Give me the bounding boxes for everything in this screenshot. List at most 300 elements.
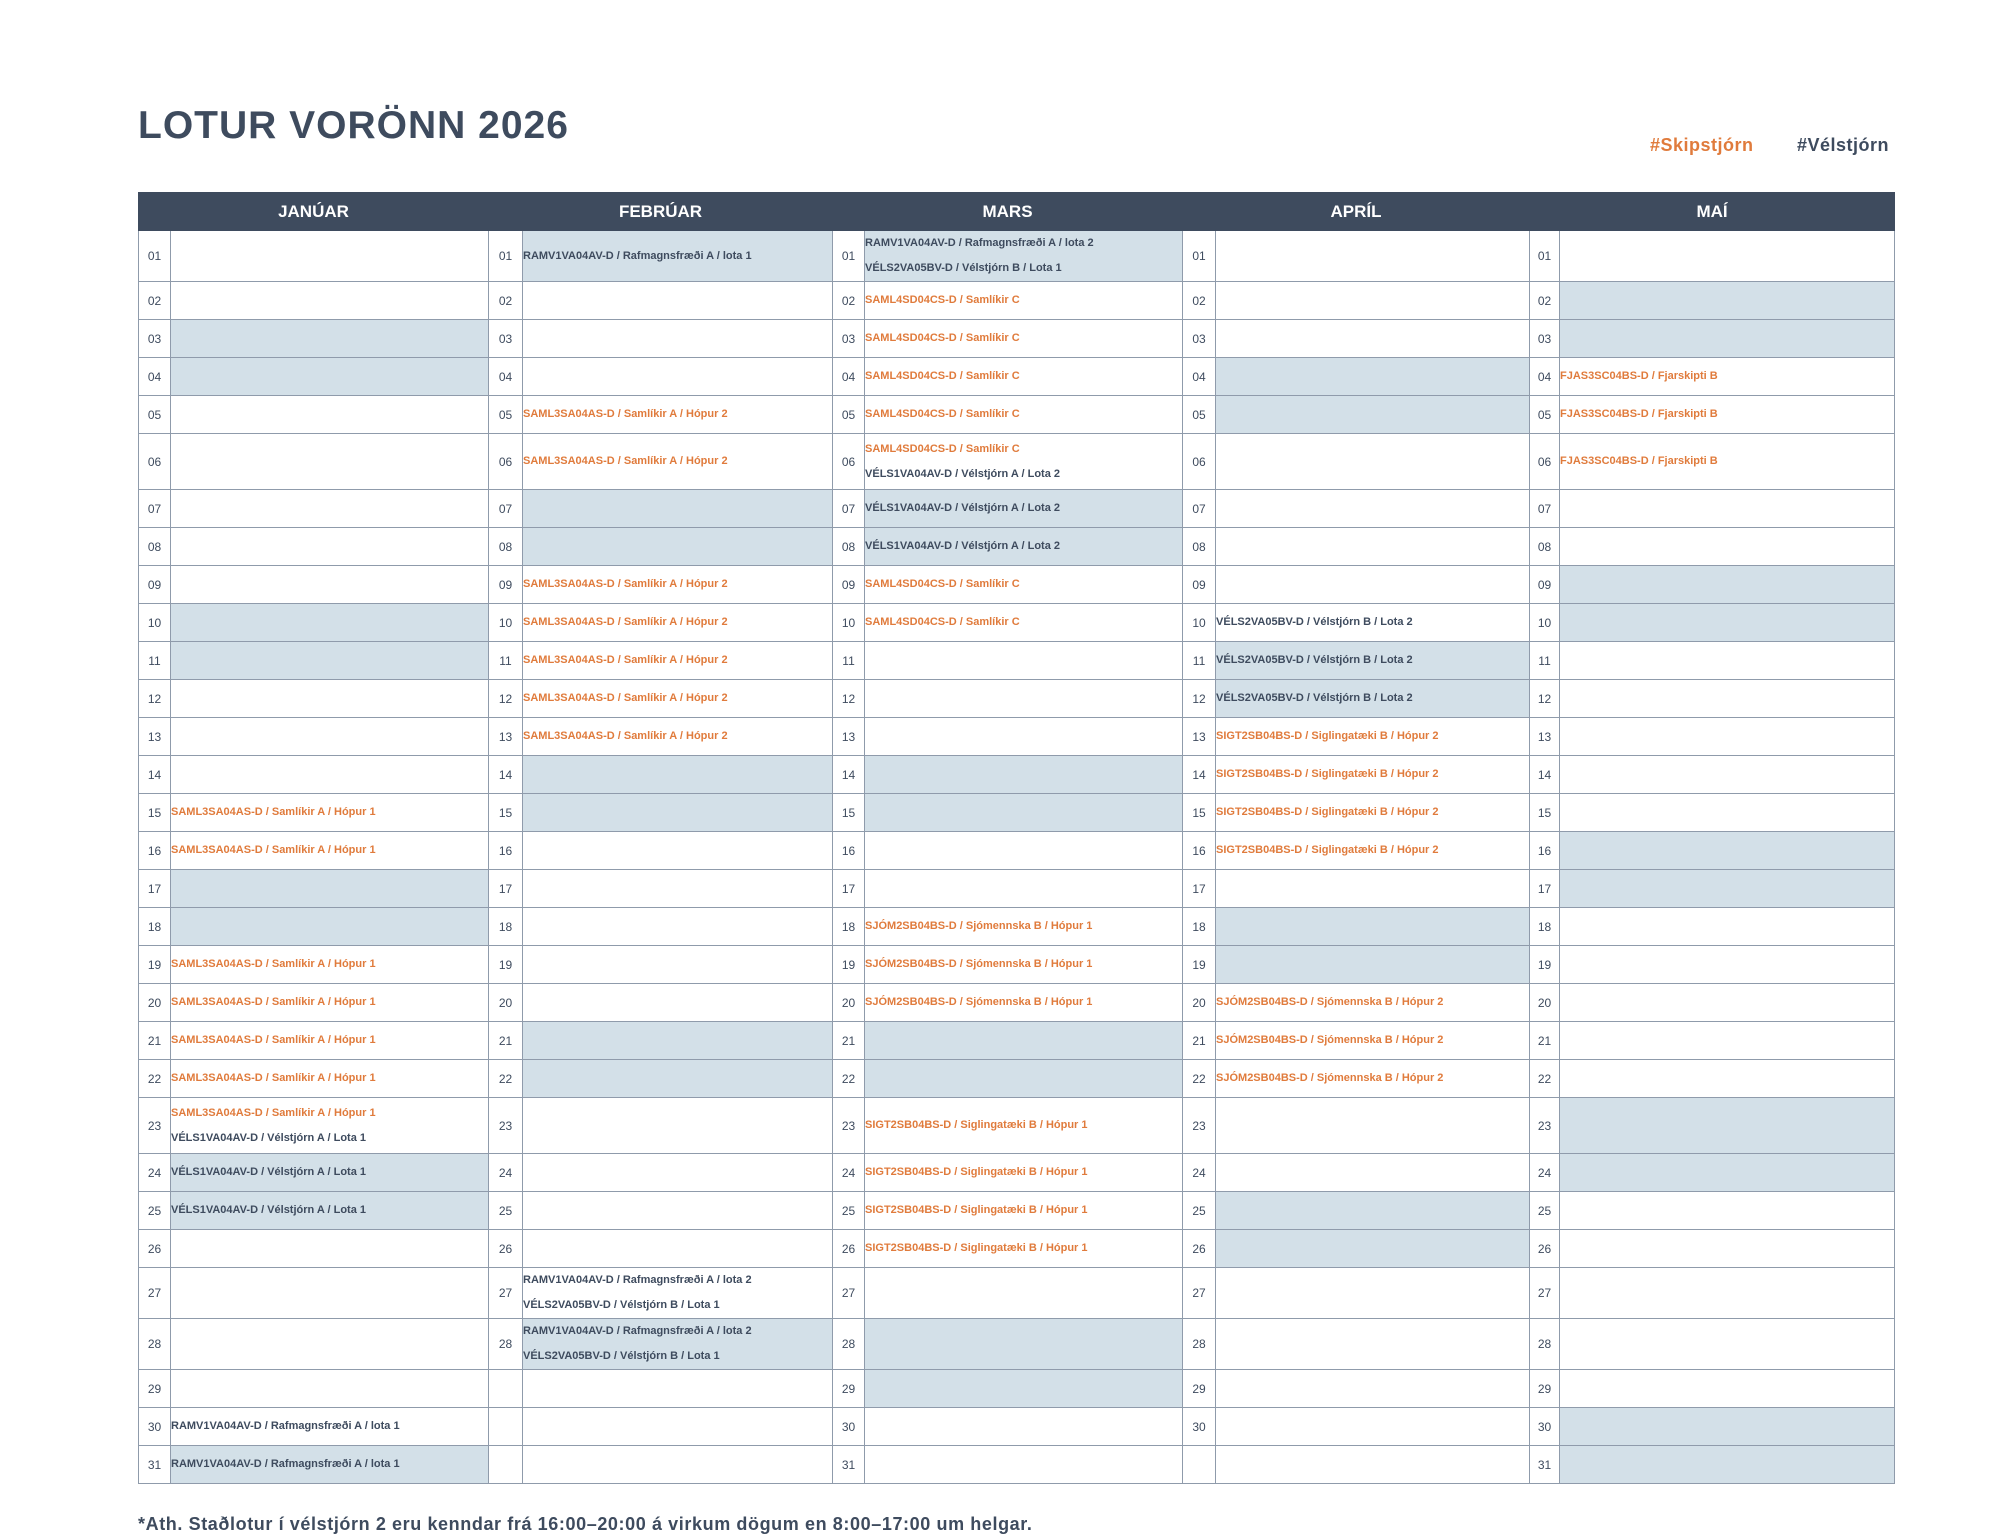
day-number: 28 <box>489 1319 523 1370</box>
day-number: 30 <box>139 1408 171 1446</box>
event-cell <box>523 528 833 566</box>
day-number: 21 <box>139 1022 171 1060</box>
day-number: 01 <box>1183 231 1216 282</box>
event-cell <box>1216 870 1530 908</box>
day-row <box>139 1154 1895 1192</box>
skipstjorn-session: SAML4SD04CS-D / Samlíkir C <box>865 442 1020 455</box>
day-number: 13 <box>489 718 523 756</box>
day-number: 27 <box>489 1268 523 1319</box>
velstjorn-session: VÉLS1VA04AV-D / Vélstjórn A / Lota 1 <box>171 1204 366 1216</box>
skipstjorn-session: SAML4SD04CS-D / Samlíkir C <box>865 578 1020 590</box>
day-row <box>139 832 1895 870</box>
event-cell <box>523 1370 833 1408</box>
event-cell <box>865 832 1183 870</box>
day-row <box>139 908 1895 946</box>
event-cell <box>1560 1060 1895 1098</box>
day-number: 30 <box>833 1408 865 1446</box>
day-row <box>139 1268 1895 1319</box>
day-number: 18 <box>833 908 865 946</box>
event-cell <box>171 1319 489 1370</box>
legend-velstjorn: #Vélstjórn <box>1797 135 1890 155</box>
day-number: 04 <box>1183 358 1216 396</box>
skipstjorn-session: SIGT2SB04BS-D / Siglingatæki B / Hópur 1 <box>865 1166 1088 1178</box>
skipstjorn-session: SAML4SD04CS-D / Samlíkir C <box>865 370 1020 382</box>
event-cell <box>523 984 833 1022</box>
day-number: 24 <box>833 1154 865 1192</box>
velstjorn-session: RAMV1VA04AV-D / Rafmagnsfræði A / lota 1 <box>171 1458 400 1470</box>
day-number: 17 <box>1183 870 1216 908</box>
event-cell <box>523 718 833 756</box>
event-cell <box>1216 908 1530 946</box>
event-cell <box>1560 870 1895 908</box>
day-number: 02 <box>1530 282 1560 320</box>
day-number <box>1183 1446 1216 1484</box>
event-cell <box>523 320 833 358</box>
event-cell <box>523 1230 833 1268</box>
event-cell <box>171 870 489 908</box>
event-cell <box>523 1408 833 1446</box>
day-number: 18 <box>489 908 523 946</box>
velstjorn-session: RAMV1VA04AV-D / Rafmagnsfræði A / lota 1 <box>171 1420 400 1432</box>
event-cell <box>1560 756 1895 794</box>
day-number: 26 <box>1530 1230 1560 1268</box>
event-cell <box>865 231 1183 282</box>
day-number: 06 <box>489 434 523 490</box>
day-number: 08 <box>489 528 523 566</box>
velstjorn-session: VÉLS2VA05BV-D / Vélstjórn B / Lota 2 <box>1216 654 1413 666</box>
event-cell <box>1216 946 1530 984</box>
event-cell <box>1216 794 1530 832</box>
day-number: 10 <box>139 604 171 642</box>
day-number: 16 <box>489 832 523 870</box>
day-number: 09 <box>1530 566 1560 604</box>
day-row <box>139 490 1895 528</box>
day-number: 25 <box>489 1192 523 1230</box>
event-cell <box>1216 358 1530 396</box>
day-number: 29 <box>1183 1370 1216 1408</box>
day-number: 07 <box>139 490 171 528</box>
day-number: 20 <box>139 984 171 1022</box>
event-cell <box>1216 1408 1530 1446</box>
day-number: 19 <box>139 946 171 984</box>
event-cell <box>523 756 833 794</box>
event-cell <box>171 396 489 434</box>
day-number: 25 <box>1183 1192 1216 1230</box>
velstjorn-session: VÉLS2VA05BV-D / Vélstjórn B / Lota 2 <box>1216 692 1413 704</box>
day-number: 26 <box>489 1230 523 1268</box>
day-number: 23 <box>1183 1098 1216 1154</box>
day-number <box>489 1408 523 1446</box>
day-number: 10 <box>489 604 523 642</box>
event-cell <box>1216 1446 1530 1484</box>
event-cell <box>523 1098 833 1154</box>
day-number: 26 <box>139 1230 171 1268</box>
event-cell <box>1560 946 1895 984</box>
day-number: 18 <box>1530 908 1560 946</box>
skipstjorn-session: SAML4SD04CS-D / Samlíkir C <box>865 294 1020 306</box>
day-number: 14 <box>139 756 171 794</box>
day-number: 21 <box>1530 1022 1560 1060</box>
day-number: 05 <box>1530 396 1560 434</box>
event-cell <box>865 282 1183 320</box>
day-row <box>139 1098 1895 1154</box>
day-number: 16 <box>833 832 865 870</box>
month-header-mars: MARS <box>833 193 1183 231</box>
event-cell <box>865 680 1183 718</box>
day-number: 08 <box>1530 528 1560 566</box>
day-number: 03 <box>1183 320 1216 358</box>
day-number: 03 <box>139 320 171 358</box>
day-row <box>139 870 1895 908</box>
event-cell <box>1560 794 1895 832</box>
event-cell <box>171 1446 489 1484</box>
velstjorn-session: VÉLS1VA04AV-D / Vélstjórn A / Lota 1 <box>171 1166 366 1178</box>
event-cell <box>171 282 489 320</box>
day-row <box>139 718 1895 756</box>
event-cell <box>523 1446 833 1484</box>
day-number: 22 <box>489 1060 523 1098</box>
event-cell <box>523 1319 833 1370</box>
event-cell <box>1560 434 1895 490</box>
event-cell <box>171 1192 489 1230</box>
day-row <box>139 231 1895 282</box>
event-cell <box>523 1154 833 1192</box>
velstjorn-session: RAMV1VA04AV-D / Rafmagnsfræði A / lota 2 <box>523 1325 752 1337</box>
event-cell <box>1560 1446 1895 1484</box>
event-cell <box>1216 604 1530 642</box>
event-cell <box>865 756 1183 794</box>
event-cell <box>171 984 489 1022</box>
day-number: 19 <box>1530 946 1560 984</box>
event-cell <box>1560 680 1895 718</box>
skipstjorn-session: SAML3SA04AS-D / Samlíkir A / Hópur 1 <box>171 958 376 970</box>
event-cell <box>523 566 833 604</box>
day-row <box>139 794 1895 832</box>
event-cell <box>865 984 1183 1022</box>
event-cell <box>523 604 833 642</box>
event-cell <box>171 358 489 396</box>
event-cell <box>523 358 833 396</box>
day-number: 04 <box>833 358 865 396</box>
day-row <box>139 1319 1895 1370</box>
skipstjorn-session: SIGT2SB04BS-D / Siglingatæki B / Hópur 2 <box>1216 844 1439 856</box>
event-cell <box>523 396 833 434</box>
event-cell <box>171 604 489 642</box>
skipstjorn-session: SAML3SA04AS-D / Samlíkir A / Hópur 2 <box>523 730 728 742</box>
event-cell <box>1560 1319 1895 1370</box>
skipstjorn-session: SJÓM2SB04BS-D / Sjómennska B / Hópur 1 <box>865 996 1093 1008</box>
event-cell <box>865 794 1183 832</box>
month-header-row <box>139 193 1895 231</box>
event-cell <box>865 490 1183 528</box>
day-number: 19 <box>1183 946 1216 984</box>
event-cell <box>171 231 489 282</box>
event-cell <box>523 434 833 490</box>
day-number: 17 <box>489 870 523 908</box>
day-number: 11 <box>1183 642 1216 680</box>
day-number: 28 <box>1183 1319 1216 1370</box>
day-number: 01 <box>489 231 523 282</box>
skipstjorn-session: FJAS3SC04BS-D / Fjarskipti B <box>1560 455 1718 467</box>
event-cell <box>865 1408 1183 1446</box>
day-number: 23 <box>489 1098 523 1154</box>
event-cell <box>171 832 489 870</box>
event-cell <box>1216 231 1530 282</box>
event-cell <box>1216 1370 1530 1408</box>
event-cell <box>865 1230 1183 1268</box>
day-number: 09 <box>489 566 523 604</box>
event-cell <box>171 490 489 528</box>
event-cell <box>171 1060 489 1098</box>
skipstjorn-session: SAML3SA04AS-D / Samlíkir A / Hópur 1 <box>171 806 376 818</box>
month-header-februar: FEBRÚAR <box>489 193 833 231</box>
event-cell <box>1560 1154 1895 1192</box>
skipstjorn-session: SAML3SA04AS-D / Samlíkir A / Hópur 2 <box>523 578 728 590</box>
skipstjorn-session: SIGT2SB04BS-D / Siglingatæki B / Hópur 1 <box>865 1204 1088 1216</box>
month-header-april: APRÍL <box>1183 193 1530 231</box>
event-cell <box>1560 984 1895 1022</box>
day-number: 20 <box>489 984 523 1022</box>
day-number: 13 <box>1183 718 1216 756</box>
event-cell <box>171 718 489 756</box>
event-cell <box>1560 1268 1895 1319</box>
day-number: 24 <box>139 1154 171 1192</box>
skipstjorn-session: SJÓM2SB04BS-D / Sjómennska B / Hópur 2 <box>1216 1072 1444 1084</box>
day-number: 12 <box>833 680 865 718</box>
day-number: 10 <box>1530 604 1560 642</box>
event-cell <box>1560 642 1895 680</box>
event-cell <box>1216 984 1530 1022</box>
event-cell <box>1560 231 1895 282</box>
event-cell <box>171 320 489 358</box>
day-row <box>139 680 1895 718</box>
event-cell <box>523 282 833 320</box>
day-row <box>139 1060 1895 1098</box>
day-number: 23 <box>1530 1098 1560 1154</box>
day-number: 10 <box>1183 604 1216 642</box>
day-row <box>139 984 1895 1022</box>
day-number: 06 <box>1183 434 1216 490</box>
event-cell <box>171 1268 489 1319</box>
day-number: 03 <box>1530 320 1560 358</box>
event-cell <box>1560 358 1895 396</box>
skipstjorn-session: SAML4SD04CS-D / Samlíkir C <box>865 408 1020 420</box>
skipstjorn-session: SAML3SA04AS-D / Samlíkir A / Hópur 2 <box>523 616 728 628</box>
day-row <box>139 946 1895 984</box>
day-number: 05 <box>833 396 865 434</box>
skipstjorn-session: SAML3SA04AS-D / Samlíkir A / Hópur 1 <box>171 1106 376 1119</box>
event-cell <box>865 870 1183 908</box>
day-number: 23 <box>139 1098 171 1154</box>
event-cell <box>865 1192 1183 1230</box>
event-cell <box>865 946 1183 984</box>
event-cell <box>1216 1230 1530 1268</box>
day-number: 13 <box>833 718 865 756</box>
event-cell <box>1216 756 1530 794</box>
day-number: 22 <box>139 1060 171 1098</box>
event-cell <box>1560 832 1895 870</box>
event-cell <box>171 946 489 984</box>
event-cell <box>1560 528 1895 566</box>
day-number: 27 <box>833 1268 865 1319</box>
day-number: 12 <box>1183 680 1216 718</box>
day-number: 14 <box>1183 756 1216 794</box>
skipstjorn-session: SJÓM2SB04BS-D / Sjómennska B / Hópur 1 <box>865 920 1093 932</box>
event-cell <box>1216 1022 1530 1060</box>
day-number: 11 <box>1530 642 1560 680</box>
day-number: 27 <box>1530 1268 1560 1319</box>
day-number: 15 <box>1530 794 1560 832</box>
day-number <box>489 1446 523 1484</box>
velstjorn-session: VÉLS1VA04AV-D / Vélstjórn A / Lota 2 <box>865 502 1061 514</box>
day-number: 07 <box>1183 490 1216 528</box>
day-number: 08 <box>1183 528 1216 566</box>
day-number: 01 <box>833 231 865 282</box>
day-row <box>139 756 1895 794</box>
event-cell <box>865 396 1183 434</box>
skipstjorn-session: SIGT2SB04BS-D / Siglingatæki B / Hópur 1 <box>865 1242 1088 1254</box>
event-cell <box>523 490 833 528</box>
day-number: 22 <box>1530 1060 1560 1098</box>
day-number: 16 <box>1530 832 1560 870</box>
skipstjorn-session: SAML4SD04CS-D / Samlíkir C <box>865 616 1020 628</box>
day-number: 30 <box>1530 1408 1560 1446</box>
day-number: 20 <box>1530 984 1560 1022</box>
event-cell <box>1216 1098 1530 1154</box>
event-cell <box>865 718 1183 756</box>
day-row <box>139 320 1895 358</box>
event-cell <box>171 642 489 680</box>
day-number: 29 <box>833 1370 865 1408</box>
day-number: 31 <box>833 1446 865 1484</box>
day-number: 28 <box>139 1319 171 1370</box>
day-number: 06 <box>139 434 171 490</box>
event-cell <box>523 1192 833 1230</box>
skipstjorn-session: SJÓM2SB04BS-D / Sjómennska B / Hópur 1 <box>865 958 1093 970</box>
event-cell <box>865 1446 1183 1484</box>
event-cell <box>523 1268 833 1319</box>
day-number: 04 <box>1530 358 1560 396</box>
velstjorn-session: VÉLS1VA04AV-D / Vélstjórn A / Lota 2 <box>865 540 1061 552</box>
day-number: 13 <box>139 718 171 756</box>
event-cell <box>1560 908 1895 946</box>
day-number: 25 <box>833 1192 865 1230</box>
velstjorn-session: VÉLS1VA04AV-D / Vélstjórn A / Lota 1 <box>171 1131 366 1144</box>
event-cell <box>1216 434 1530 490</box>
event-cell <box>1560 1230 1895 1268</box>
day-number: 29 <box>1530 1370 1560 1408</box>
event-cell <box>171 1098 489 1154</box>
event-cell <box>523 794 833 832</box>
day-number: 17 <box>1530 870 1560 908</box>
skipstjorn-session: SAML3SA04AS-D / Samlíkir A / Hópur 1 <box>171 844 376 856</box>
event-cell <box>1560 718 1895 756</box>
event-cell <box>1560 490 1895 528</box>
velstjorn-session: VÉLS2VA05BV-D / Vélstjórn B / Lota 1 <box>523 1299 720 1311</box>
day-number: 05 <box>489 396 523 434</box>
event-cell <box>523 908 833 946</box>
skipstjorn-session: SAML4SD04CS-D / Samlíkir C <box>865 332 1020 344</box>
day-row <box>139 282 1895 320</box>
day-number: 09 <box>833 566 865 604</box>
event-cell <box>1560 320 1895 358</box>
day-number: 11 <box>489 642 523 680</box>
day-number: 11 <box>139 642 171 680</box>
event-cell <box>865 642 1183 680</box>
day-number: 02 <box>489 282 523 320</box>
day-row <box>139 1230 1895 1268</box>
day-number: 29 <box>139 1370 171 1408</box>
skipstjorn-session: SAML3SA04AS-D / Samlíkir A / Hópur 2 <box>523 692 728 704</box>
event-cell <box>171 756 489 794</box>
day-number: 24 <box>1530 1154 1560 1192</box>
event-cell <box>1216 528 1530 566</box>
skipstjorn-session: SIGT2SB04BS-D / Siglingatæki B / Hópur 2 <box>1216 768 1439 780</box>
event-cell <box>1216 490 1530 528</box>
event-cell <box>1560 566 1895 604</box>
day-number: 23 <box>833 1098 865 1154</box>
event-cell <box>171 1230 489 1268</box>
month-header-januar: JANÚAR <box>139 193 489 231</box>
footnote: *Ath. Staðlotur í vélstjórn 2 eru kenndar frá 16:00–20:00 á virkum dögum en 8:00–17:00 um helgar. <box>138 1514 1033 1534</box>
skipstjorn-session: SJÓM2SB04BS-D / Sjómennska B / Hópur 2 <box>1216 1034 1444 1046</box>
skipstjorn-session: SAML3SA04AS-D / Samlíkir A / Hópur 1 <box>171 1034 376 1046</box>
day-number: 12 <box>489 680 523 718</box>
skipstjorn-session: SAML3SA04AS-D / Samlíkir A / Hópur 2 <box>523 654 728 666</box>
event-cell <box>523 1060 833 1098</box>
day-number: 25 <box>1530 1192 1560 1230</box>
day-number: 21 <box>489 1022 523 1060</box>
day-number: 02 <box>1183 282 1216 320</box>
event-cell <box>171 434 489 490</box>
page-title: LOTUR VORÖNN 2026 <box>138 104 569 147</box>
event-cell <box>171 528 489 566</box>
velstjorn-session: VÉLS2VA05BV-D / Vélstjórn B / Lota 1 <box>865 262 1062 274</box>
skipstjorn-session: SIGT2SB04BS-D / Siglingatæki B / Hópur 2 <box>1216 806 1439 818</box>
day-row <box>139 1370 1895 1408</box>
event-cell <box>171 794 489 832</box>
day-number: 19 <box>833 946 865 984</box>
day-number: 17 <box>833 870 865 908</box>
day-number: 03 <box>833 320 865 358</box>
day-number: 15 <box>139 794 171 832</box>
event-cell <box>865 1098 1183 1154</box>
day-number: 07 <box>833 490 865 528</box>
day-number: 18 <box>1183 908 1216 946</box>
day-number: 05 <box>139 396 171 434</box>
event-cell <box>1216 282 1530 320</box>
event-cell <box>523 680 833 718</box>
day-number: 21 <box>1183 1022 1216 1060</box>
skipstjorn-session: SIGT2SB04BS-D / Siglingatæki B / Hópur 2 <box>1216 730 1439 742</box>
day-number: 24 <box>489 1154 523 1192</box>
skipstjorn-session: SAML3SA04AS-D / Samlíkir A / Hópur 1 <box>171 996 376 1008</box>
event-cell <box>865 1022 1183 1060</box>
day-number: 26 <box>833 1230 865 1268</box>
day-number: 01 <box>139 231 171 282</box>
calendar-table <box>138 192 1895 1484</box>
event-cell <box>523 231 833 282</box>
day-number: 28 <box>1530 1319 1560 1370</box>
event-cell <box>1216 1060 1530 1098</box>
event-cell <box>1216 680 1530 718</box>
event-cell <box>1560 1408 1895 1446</box>
event-cell <box>171 680 489 718</box>
event-cell <box>865 434 1183 490</box>
day-row <box>139 604 1895 642</box>
event-cell <box>1216 1154 1530 1192</box>
velstjorn-session: RAMV1VA04AV-D / Rafmagnsfræði A / lota 1 <box>523 249 752 262</box>
